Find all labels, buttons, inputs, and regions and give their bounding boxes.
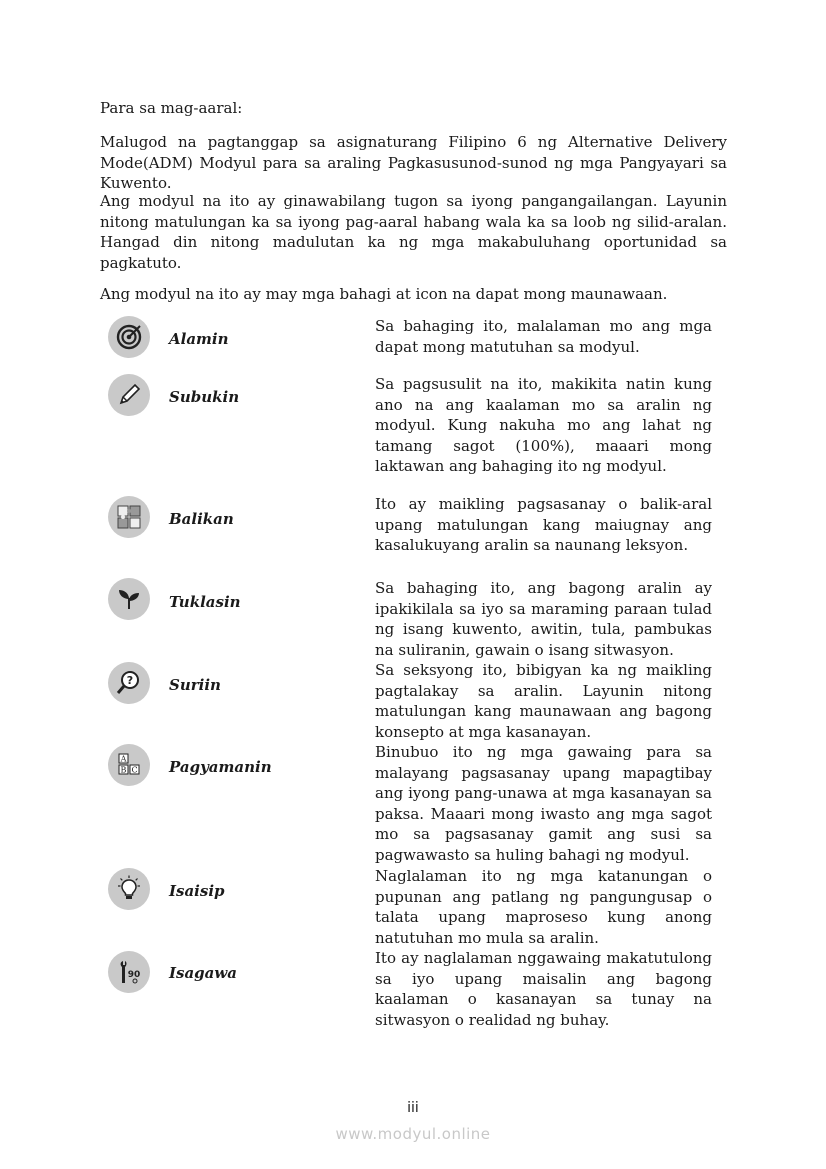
- section-description: Ito ay naglalaman nggawaing makatutulong sa iyo upang maisalin ang bagong kaalaman o kasanayan sa tunay na sitwasyon o realidad ng buhay.: [375, 949, 712, 1029]
- svg-text:A: A: [120, 754, 127, 764]
- svg-text:B: B: [120, 765, 127, 775]
- icons-intro-paragraph: Ang modyul na ito ay may mga bahagi at icon na dapat mong maunawaan.: [100, 285, 668, 303]
- section-label: Isagawa: [169, 964, 238, 982]
- greeting: Para sa mag-aaral:: [100, 99, 243, 117]
- svg-text:?: ?: [126, 674, 134, 687]
- lightbulb-icon: [108, 868, 150, 910]
- section-label: Alamin: [169, 330, 229, 348]
- magnifier-question-icon: [108, 662, 150, 704]
- section-description: Sa bahaging ito, malalaman mo ang mga dapat mong matutuhan sa modyul.: [375, 317, 712, 356]
- section-description: Ito ay maikling pagsasanay o balik-aral upang matulungan kang maiugnay ang kasalukuyang aralin sa naunang leksyon.: [375, 495, 712, 555]
- purpose-paragraph: Ang modyul na ito ay ginawabilang tugon sa iyong pangangailangan. Layunin nitong matulungan ka sa iyong pag-aaral habang wala ka sa loob ng silid-aralan. Hangad din nitong madulutan ka ng mga makabuluhang oportunidad sa pagkatuto.: [100, 192, 727, 272]
- page-number: iii: [407, 1100, 419, 1116]
- sprout-icon: [108, 578, 150, 620]
- watermark: www.modyul.online: [335, 1125, 491, 1143]
- svg-text:C: C: [131, 765, 138, 775]
- section-label: Subukin: [169, 388, 240, 406]
- section-description: Sa pagsusulit na ito, makikita natin kung ano na ang kaalaman mo sa aralin ng modyul. Kung nakuha mo ang lahat ng tamang sagot (100%), maaari mong laktawan ang bahaging ito ng modyul.: [375, 375, 712, 476]
- abc-blocks-icon: [108, 744, 150, 786]
- section-label: Tuklasin: [169, 593, 241, 611]
- section-description: Sa bahaging ito, ang bagong aralin ay ipakikilala sa iyo sa maraming paraan tulad ng isang kuwento, awitin, tula, pambukas na suliranin, gawain o isang sitwasyon.: [375, 579, 712, 659]
- section-label: Isaisip: [169, 882, 225, 900]
- tools-icon: [108, 951, 150, 993]
- svg-text:90: 90: [127, 970, 141, 980]
- section-description: Binubuo ito ng mga gawaing para sa malayang pagsasanay upang mapagtibay ang iyong pang-unawa at mga kasanayan sa paksa. Maaari mong iwasto ang mga sagot mo sa pagsasanay gamit ang susi sa pagwawasto sa huling bahagi ng modyul.: [375, 743, 712, 864]
- section-label: Suriin: [169, 676, 221, 694]
- section-description: Naglalaman ito ng mga katanungan o pupunan ang patlang ng pangungusap o talata upang maproseso kung anong natutuhan mo mula sa aralin.: [375, 867, 712, 947]
- section-description: Sa seksyong ito, bibigyan ka ng maikling pagtalakay sa aralin. Layunin nitong matulungan kang maunawaan ang bagong konsepto at mga kasanayan.: [375, 661, 712, 741]
- section-label: Pagyamanin: [169, 758, 272, 776]
- target-icon: [108, 316, 150, 358]
- section-label: Balikan: [169, 510, 234, 528]
- pencil-icon: [108, 374, 150, 416]
- intro-paragraph: Malugod na pagtanggap sa asignaturang Filipino 6 ng Alternative Delivery Mode(ADM) Modyul para sa araling Pagkasusunod-sunod ng mga Pangyayari sa Kuwento.: [100, 133, 727, 192]
- puzzle-icon: [108, 496, 150, 538]
